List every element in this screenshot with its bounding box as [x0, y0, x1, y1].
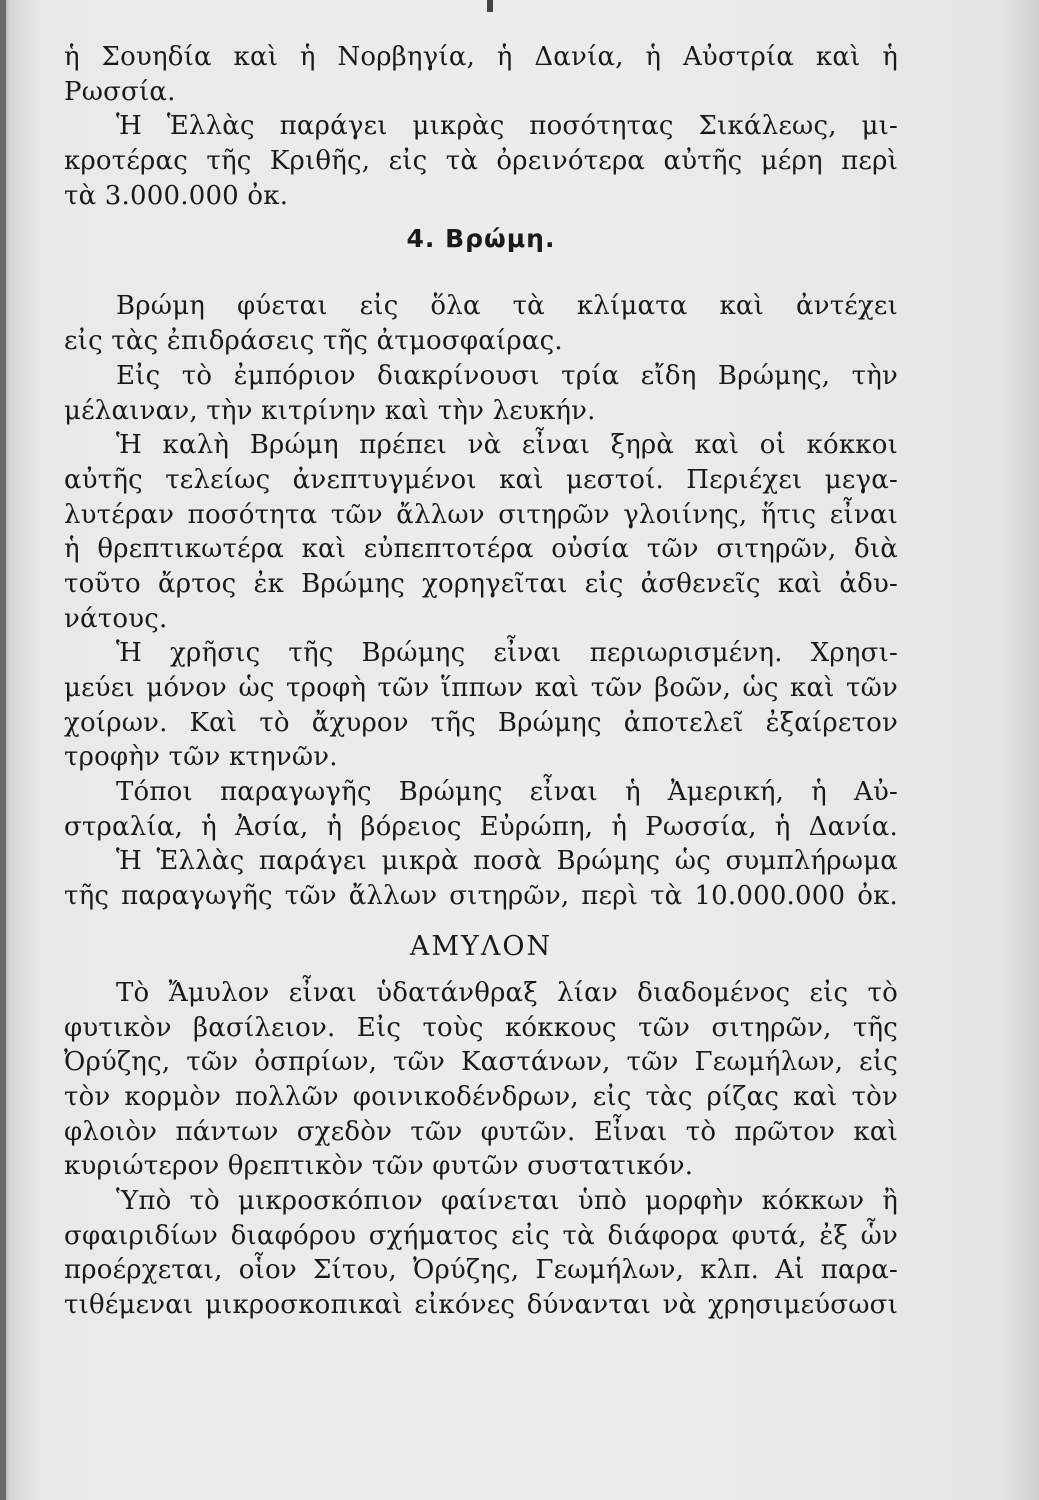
text-line: τοῦτο ἄρτος ἐκ Βρώμης χορηγεῖται εἰς ἀσθενεῖς καὶ ἀδυ- [64, 568, 898, 599]
text-line: Βρώμη φύεται εἰς ὅλα τὰ κλίματα καὶ ἀντέχει [116, 291, 898, 322]
text-line: Ἡ Ἑλλὰς παράγει μικρὰς ποσότητας Σικάλεως, μι- [116, 111, 898, 142]
text-line: στραλία, ἡ Ἀσία, ἡ βόρειος Εὐρώπη, ἡ Ρωσσία, ἡ Δανία. [64, 811, 898, 842]
text-line: μεύει μόνον ὡς τροφὴ τῶν ἵππων καὶ τῶν βοῶν, ὡς καὶ τῶν [64, 673, 898, 703]
text-line: νάτους. [64, 603, 168, 634]
text-line: αὐτῆς τελείως ἀνεπτυγμένοι καὶ μεστοί. Περιέχει μεγα- [64, 464, 898, 495]
text-line: λυτέραν ποσότητα τῶν ἄλλων σιτηρῶν γλοιίνης, ἥτις εἶναι [64, 499, 898, 530]
text-line: ἡ Σουηδία καὶ ἡ Νορβηγία, ἡ Δανία, ἡ Αὐστρία καὶ ἡ [64, 42, 898, 72]
text-line: τροφὴν τῶν κτηνῶν. [64, 742, 338, 773]
text-line: Εἰς τὸ ἐμπόριον διακρίνουσι τρία εἴδη Βρώμης, τὴν [116, 360, 898, 391]
text-line: Ἡ καλὴ Βρώμη πρέπει νὰ εἶναι ξηρὰ καὶ οἱ κόκκοι [116, 430, 898, 461]
text-line: κυριώτερον θρεπτικὸν τῶν φυτῶν συστατικόν. [64, 1151, 694, 1182]
text-line: Ἡ Ἑλλὰς παράγει μικρὰ ποσὰ Βρώμης ὡς συμπλήρωμα [116, 846, 898, 877]
text-line: Τὸ Ἄμυλον εἶναι ὑδατάνθραξ λίαν διαδομένος εἰς τὸ [116, 977, 898, 1008]
page-fold-shadow [0, 0, 6, 1500]
text-line: προέρχεται, οἷον Σίτου, Ὀρύζης, Γεωμήλων, κλπ. Αἱ παρα- [64, 1255, 898, 1286]
text-line: κροτέρας τῆς Κριθῆς, εἰς τὰ ὀρεινότερα αὐτῆς μέρη περὶ [64, 146, 898, 177]
text-line: Ρωσσία. [64, 76, 176, 107]
text-line: τιθέμεναι μικροσκοπικαὶ εἰκόνες δύνανται νὰ χρησιμεύσωσι [64, 1290, 898, 1320]
page-top-mark [487, 0, 493, 12]
text-line: ἡ θρεπτικωτέρα καὶ εὐπεπτοτέρα οὐσία τῶν σιτηρῶν, διὰ [64, 534, 898, 565]
text-line: Ὑπὸ τὸ μικροσκόπιον φαίνεται ὑπὸ μορφὴν κόκκων ἢ [116, 1185, 898, 1216]
text-line: σφαιριδίων διαφόρου σχήματος εἰς τὰ διάφορα φυτά, ἐξ ὧν [64, 1220, 898, 1251]
text-line: Ὀρύζης, τῶν ὀσπρίων, τῶν Καστάνων, τῶν Γεωμήλων, εἰς [64, 1047, 898, 1078]
text-line: τὰ 3.000.000 ὀκ. [64, 180, 289, 211]
text-line: Ἡ χρῆσις τῆς Βρώμης εἶναι περιωρισμένη. Χρησι- [116, 638, 898, 669]
section-heading-bromi: 4. Βρώμη. [406, 224, 556, 254]
text-line: φυτικὸν βασίλειον. Εἰς τοὺς κόκκους τῶν σιτηρῶν, τῆς [64, 1012, 898, 1043]
section-heading-amylon: ΑΜΥΛΟΝ [409, 930, 553, 962]
text-line: τὸν κορμὸν πολλῶν φοινικοδένδρων, εἰς τὰς ρίζας καὶ τὸν [64, 1081, 898, 1112]
text-line: εἰς τὰς ἐπιδράσεις τῆς ἀτμοσφαίρας. [64, 326, 563, 357]
page-text [64, 40, 898, 1323]
text-line: μέλαιναν, τὴν κιτρίνην καὶ τὴν λευκήν. [64, 395, 596, 426]
text-line: φλοιὸν πάντων σχεδὸν τῶν φυτῶν. Εἶναι τὸ πρῶτον καὶ [64, 1116, 898, 1147]
text-line: χοίρων. Καὶ τὸ ἄχυρον τῆς Βρώμης ἀποτελεῖ ἐξαίρετον [64, 707, 898, 738]
text-line: Τόποι παραγωγῆς Βρώμης εἶναι ἡ Ἀμερική, ἡ Αὐ- [116, 777, 898, 808]
text-line: τῆς παραγωγῆς τῶν ἄλλων σιτηρῶν, περὶ τὰ 10.000.000 ὀκ. [64, 881, 898, 912]
